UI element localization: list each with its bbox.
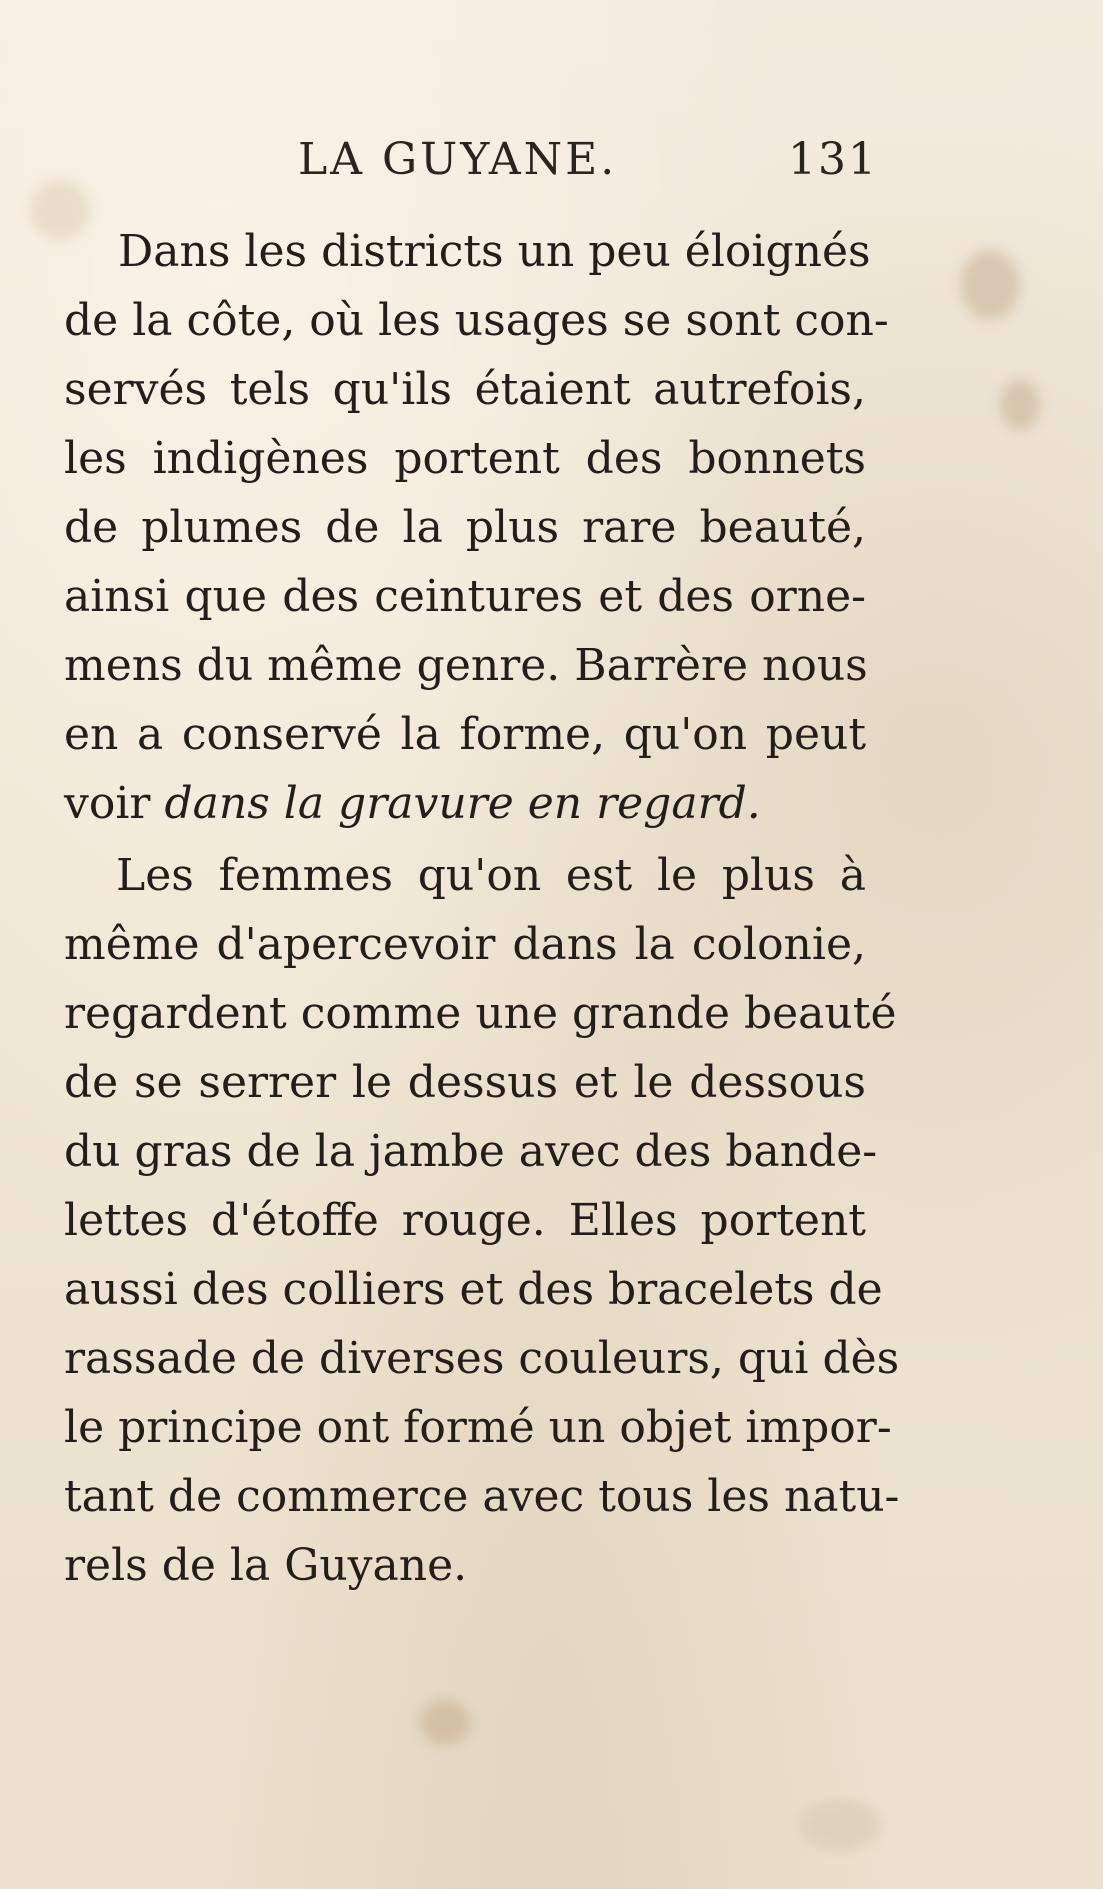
foxing-stain	[960, 250, 1020, 320]
text-line: du gras de la jambe avec des bande-	[64, 1126, 878, 1177]
running-head	[0, 134, 1103, 194]
text-line: de la côte, où les usages se sont con-	[64, 295, 889, 346]
italic-text: dans la gravure en regard.	[164, 778, 761, 829]
text-line: Les femmes qu'on est le plus à	[116, 850, 866, 901]
text-line: mens du même genre. Barrère nous	[64, 640, 868, 691]
text-line: en a conservé la forme, qu'on peut	[64, 709, 866, 760]
text-line: les indigènes portent des bonnets	[64, 433, 866, 484]
foxing-stain	[800, 1800, 880, 1850]
text-line: rels de la Guyane.	[64, 1540, 468, 1591]
text-line: de plumes de la plus rare beauté,	[64, 502, 866, 553]
text-line: rassade de diverses couleurs, qui dès	[64, 1333, 900, 1384]
text-line: regardent comme une grande beauté	[64, 988, 897, 1039]
text-line: servés tels qu'ils étaient autrefois,	[64, 364, 866, 415]
text-line: lettes d'étoffe rouge. Elles portent	[64, 1195, 866, 1246]
text-line: même d'apercevoir dans la colonie,	[64, 919, 866, 970]
text-line: ainsi que des ceintures et des orne-	[64, 571, 866, 622]
text-line: de se serrer le dessus et le dessous	[64, 1057, 866, 1108]
foxing-stain	[420, 1700, 470, 1745]
text-line	[64, 774, 866, 834]
text-fragment: voir	[64, 778, 151, 829]
text-line: le principe ont formé un objet impor-	[64, 1402, 892, 1453]
text-line: Dans les districts un peu éloignés	[118, 226, 871, 277]
foxing-stain	[1000, 380, 1040, 430]
running-head-title: LA GUYANE.	[298, 134, 618, 185]
text-line: aussi des colliers et des bracelets de	[64, 1264, 883, 1315]
page-number: 131	[788, 134, 878, 185]
text-line: tant de commerce avec tous les natu-	[64, 1471, 900, 1522]
